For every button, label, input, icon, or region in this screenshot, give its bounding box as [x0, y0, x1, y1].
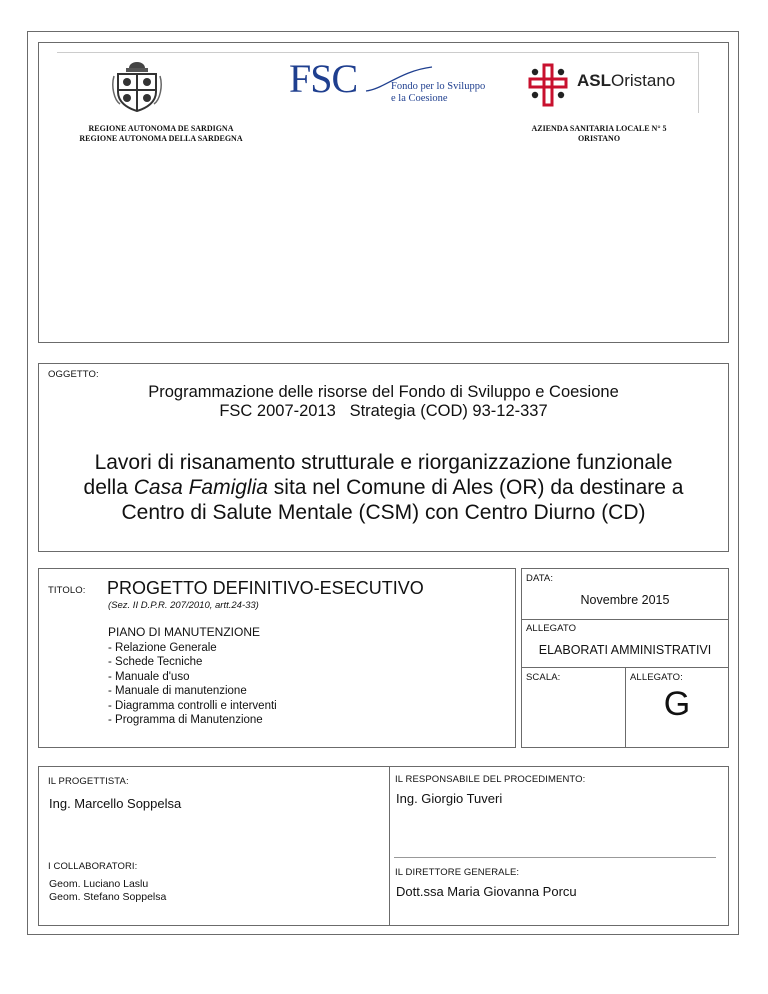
project-title-part: della	[83, 476, 134, 499]
info-panel	[521, 568, 729, 748]
fsc-logo: FSC	[289, 56, 358, 101]
list-item: - Diagramma controlli e interventi	[108, 699, 277, 712]
oggetto-line-2: FSC 2007-2013 Strategia (COD) 93-12-337	[219, 402, 548, 420]
project-title-line	[39, 475, 728, 500]
titolo-sub: (Sez. II D.P.R. 207/2010, artt.24-33)	[108, 600, 259, 611]
data-label: DATA:	[526, 573, 554, 584]
responsabile-label: IL RESPONSABILE DEL PROCEDIMENTO:	[395, 774, 586, 785]
titolo-panel	[38, 568, 516, 748]
region-caption-line: REGIONE AUTONOMA DE SARDIGNA	[88, 124, 234, 133]
list-item: - Manuale d'uso	[108, 670, 190, 683]
asl-cross-icon	[526, 63, 570, 107]
oggetto-panel	[38, 363, 729, 552]
progettista-label: IL PROGETTISTA:	[48, 776, 129, 787]
divider	[394, 857, 716, 858]
allegato-label: ALLEGATO	[526, 623, 577, 634]
asl-caption	[509, 124, 689, 144]
project-title-italic: Casa Famiglia	[133, 476, 268, 499]
allegato-value: ELABORATI AMMINISTRATIVI	[538, 643, 712, 657]
divider	[522, 619, 728, 620]
titolo-main: PROGETTO DEFINITIVO-ESECUTIVO	[107, 578, 424, 598]
asl-caption-line: AZIENDA SANITARIA LOCALE N° 5	[531, 124, 667, 133]
project-title	[39, 450, 728, 525]
allegato-letter-label: ALLEGATO:	[630, 672, 683, 683]
list-item: Geom. Luciano Laslu	[49, 878, 149, 890]
region-caption	[55, 124, 267, 144]
project-title-part: sita nel Comune di Ales (OR) da destinare a	[267, 476, 684, 499]
fsc-caption-line: e la Coesione	[391, 93, 448, 104]
piano-list	[108, 641, 277, 727]
direttore-label: IL DIRETTORE GENERALE:	[395, 867, 520, 878]
list-item: - Programma di Manutenzione	[108, 714, 263, 727]
direttore-name: Dott.ssa Maria Giovanna Porcu	[396, 884, 577, 899]
oggetto-line-1: Programmazione delle risorse del Fondo di Sviluppo e Coesione	[148, 383, 619, 401]
header-panel	[38, 42, 729, 343]
project-title-line: Lavori di risanamento strutturale e riorganizzazione funzionale	[94, 451, 673, 474]
collaboratori-list	[49, 878, 166, 904]
fsc-caption	[391, 81, 485, 105]
asl-logo-normal: Oristano	[611, 71, 676, 90]
fsc-caption-line: Fondo per lo Sviluppo	[391, 81, 486, 92]
list-item: - Schede Tecniche	[108, 656, 203, 669]
divider	[389, 767, 390, 925]
oggetto-label: OGGETTO:	[48, 369, 99, 380]
region-caption-line: REGIONE AUTONOMA DELLA SARDEGNA	[79, 134, 243, 143]
titolo-label: TITOLO:	[48, 585, 86, 596]
allegato-letter: G	[663, 685, 691, 723]
asl-caption-line: ORISTANO	[577, 134, 621, 143]
progettista-name: Ing. Marcello Soppelsa	[49, 796, 182, 811]
asl-logo-bold: ASL	[577, 71, 611, 90]
list-item: - Manuale di manutenzione	[108, 685, 247, 698]
list-item: Geom. Stefano Soppelsa	[49, 891, 167, 903]
signatures-panel	[38, 766, 729, 926]
list-item: - Relazione Generale	[108, 642, 217, 654]
collaboratori-label: I COLLABORATORI:	[48, 861, 138, 872]
piano-title: PIANO DI MANUTENZIONE	[108, 625, 261, 639]
sardinia-coat-of-arms-icon	[112, 60, 162, 114]
project-title-line: Centro di Salute Mentale (CSM) con Centro Diurno (CD)	[121, 501, 646, 524]
responsabile-name: Ing. Giorgio Tuveri	[396, 791, 503, 806]
data-value: Novembre 2015	[580, 593, 670, 607]
asl-logo-text	[577, 71, 675, 91]
scala-label: SCALA:	[526, 672, 561, 683]
